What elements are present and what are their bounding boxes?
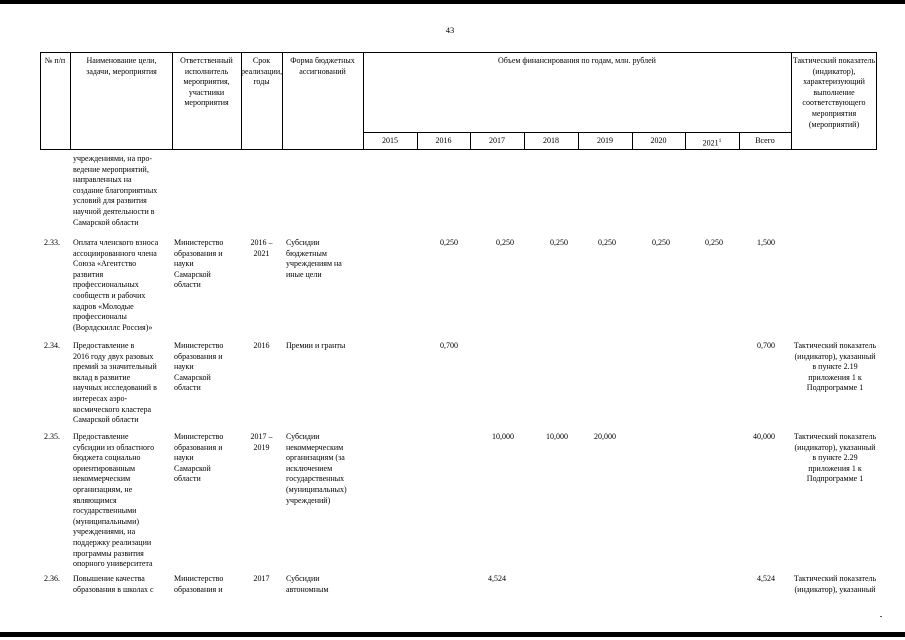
row-total: 40,000 (753, 432, 775, 441)
row-total: 1,500 (757, 238, 775, 247)
row-responsible: Министерство образования и науки Самарской области (174, 432, 224, 484)
row-name: Оплата членского взноса ассоциированного члена Союза «Агентство развития профессиональных сообществ и рабочих кадров «Молодые профессионалы (Ворлдскиллс Россия)» (73, 238, 159, 332)
row-value-2019: 20,000 (594, 432, 616, 441)
row-number: 2.36. (44, 574, 60, 583)
row-responsible: Министерство образования и (174, 574, 224, 594)
row-value-2021: 0,250 (705, 238, 723, 247)
row-value-2017: 10,000 (492, 432, 514, 441)
row-term: 2017 – 2019 (250, 432, 273, 452)
header-num: № п/п (44, 56, 66, 65)
header-year-2019: 2019 (597, 136, 613, 145)
header-responsible: Ответственный исполнитель мероприятия, участники мероприятия (180, 56, 233, 108)
row-value-2018: 0,250 (550, 238, 568, 247)
row-form: Субсидии автономным (286, 574, 329, 594)
row-number: 2.35. (44, 432, 60, 441)
header-year-2018: 2018 (543, 136, 559, 145)
row-form: Субсидии некоммерческим организациям (за исключением государственных (муниципальных) учреждений) (286, 432, 347, 505)
row-number: 2.34. (44, 341, 60, 350)
row-indicator: Тактический показатель (индикатор), указанный в пункте 2.19 приложения 1 к Подпрограмме 1 (793, 341, 877, 393)
row-responsible: Министерство образования и науки Самарской области (174, 341, 224, 393)
header-year-2015: 2015 (382, 136, 398, 145)
bottom-border (0, 632, 905, 637)
header-funding: Объем финансирования по годам, млн. рублей (498, 56, 656, 65)
header-year-2017: 2017 (489, 136, 505, 145)
header-name: Наименование цели, задачи, мероприятия (86, 56, 157, 76)
row-value-2019: 0,250 (598, 238, 616, 247)
continuation-text: учреждениями, на про- ведение мероприятий, направленных на создание благоприятных условий для развития научной деятельности в Самарской области (73, 154, 158, 227)
row-total: 4,524 (757, 574, 775, 583)
row-number: 2.33. (44, 238, 60, 247)
header-indicator: Тактический показатель (индикатор), характеризующий выполнение соответствующего мероприятия (мероприятий) (792, 56, 876, 129)
header-form: Форма бюджетных ассигнований (290, 56, 355, 76)
header-year-2020: 2020 (650, 136, 667, 145)
row-value-2018: 10,000 (546, 432, 568, 441)
row-term: 2016 – 2021 (250, 238, 273, 258)
row-term: 2017 (253, 574, 270, 583)
row-value-2016: 0,700 (440, 341, 458, 350)
row-name: Повышение качества образования в школах с (73, 574, 154, 594)
header-year-2021: 2021$^1$ (702, 138, 722, 148)
row-total: 0,700 (757, 341, 775, 350)
page-number: 43 (445, 25, 455, 35)
row-form: Субсидии бюджетным учреждениям на иные цели (286, 238, 342, 279)
row-term: 2016 (253, 341, 270, 350)
scan-speck (880, 616, 882, 617)
top-border (0, 0, 905, 4)
row-indicator: Тактический показатель (индикатор), указанный (793, 574, 877, 594)
row-name: Предоставление в 2016 году двух разовых премий за значительный вклад в развитие научных исследований в интересах аэро- космического кластера Самарской области (73, 341, 157, 425)
row-value-2017: 0,250 (496, 238, 514, 247)
header-term: Срок реализации, годы (241, 56, 283, 87)
header-total: Всего (755, 136, 775, 145)
row-name: Предоставление субсидии из областного бюджета социально ориентированным некоммерческим организациям, не являющимся государственными (муниципальными) учреждениями, на поддержку реализации программы развития опорного университета (73, 432, 155, 569)
row-value-2016: 0,250 (440, 238, 458, 247)
row-form: Премии и гранты (286, 341, 346, 350)
header-year-2016: 2016 (435, 136, 452, 145)
row-responsible: Министерство образования и науки Самарской области (174, 238, 224, 290)
row-value-2017: 4,524 (488, 574, 506, 583)
row-indicator: Тактический показатель (индикатор), указанный в пункте 2.29 приложения 1 к Подпрограмме 1 (793, 432, 877, 484)
row-value-2020: 0,250 (652, 238, 670, 247)
